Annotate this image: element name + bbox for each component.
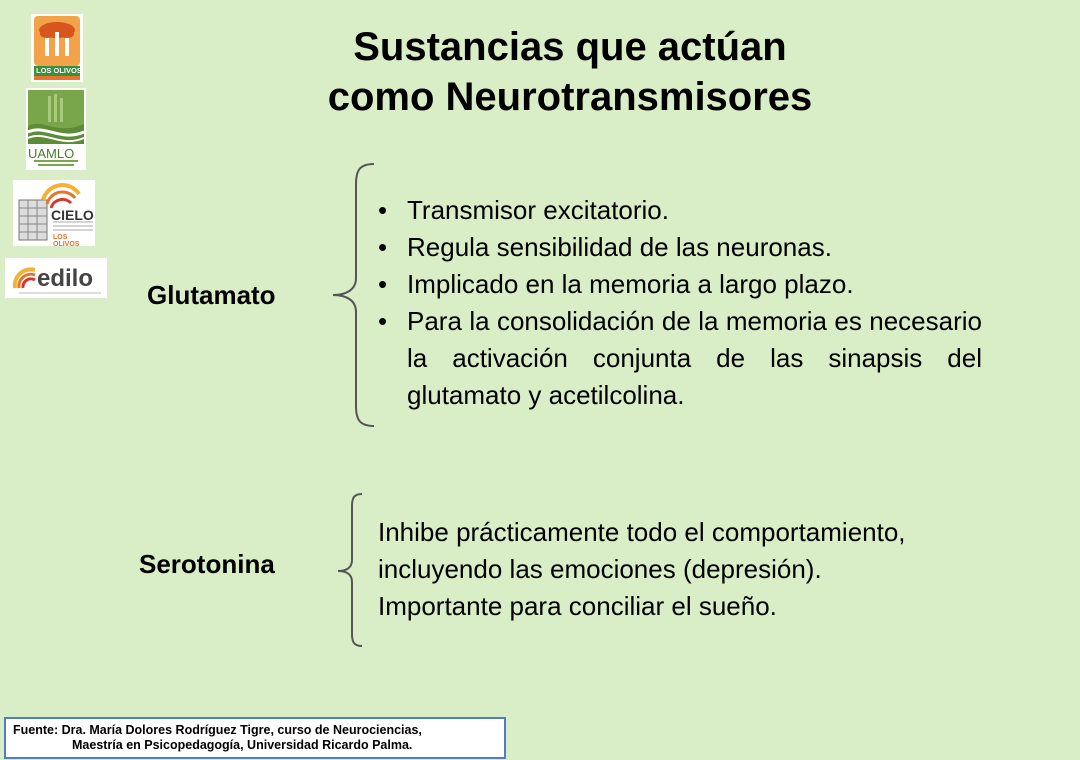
list-item-text: Transmisor excitatorio.	[407, 195, 669, 225]
list-item-text: Para la consolidación de la memoria es necesario la activación conjunta de las sinapsis del glutamato y acetilcolina.	[407, 306, 982, 410]
serotonina-label: Serotonina	[139, 549, 275, 579]
serotonina-line-2: incluyendo las emociones (depresión).	[378, 554, 822, 584]
bullet-marker: •	[378, 195, 388, 225]
list-item	[378, 266, 982, 303]
bullet-marker: •	[378, 306, 388, 336]
bullet-marker: •	[378, 232, 388, 262]
glutamato-brace	[330, 162, 380, 428]
cielo-logo	[13, 180, 95, 246]
source-citation-box	[4, 717, 506, 759]
slide-title-line-1: Sustancias que actúan	[353, 25, 787, 69]
source-citation-line-1: Fuente: Dra. María Dolores Rodríguez Tigre, curso de Neurociencias,	[13, 723, 422, 737]
list-item	[378, 229, 982, 266]
edilo-logo-text: edilo	[37, 265, 94, 292]
uamlo-logo-text: UAMLO	[28, 146, 75, 161]
list-item	[378, 192, 982, 229]
los-olivos-logo	[31, 14, 83, 82]
cielo-logo-subtext: LOS OLIVOS	[53, 234, 80, 246]
bullet-marker: •	[378, 269, 388, 299]
serotonina-line-3: Importante para conciliar el sueño.	[378, 591, 777, 621]
uamlo-logo	[26, 88, 86, 170]
source-citation-line-2: Maestría en Psicopedagogía, Universidad Ricardo Palma.	[72, 738, 413, 752]
glutamato-label: Glutamato	[147, 280, 276, 310]
list-item-text: Implicado en la memoria a largo plazo.	[407, 269, 854, 299]
edilo-logo	[5, 258, 107, 298]
glutamato-bullet-list	[378, 192, 982, 414]
slide-title	[190, 22, 950, 122]
list-item	[378, 303, 982, 414]
los-olivos-logo-text: LOS OLIVOS	[36, 66, 82, 75]
serotonina-line-1: Inhibe prácticamente todo el comportamiento,	[378, 517, 906, 547]
serotonina-description	[378, 514, 1040, 625]
list-item-text: Regula sensibilidad de las neuronas.	[407, 232, 832, 262]
serotonina-brace	[336, 492, 366, 648]
cielo-logo-text: CIELO	[51, 207, 94, 223]
slide-title-line-2: como Neurotransmisores	[327, 75, 813, 119]
